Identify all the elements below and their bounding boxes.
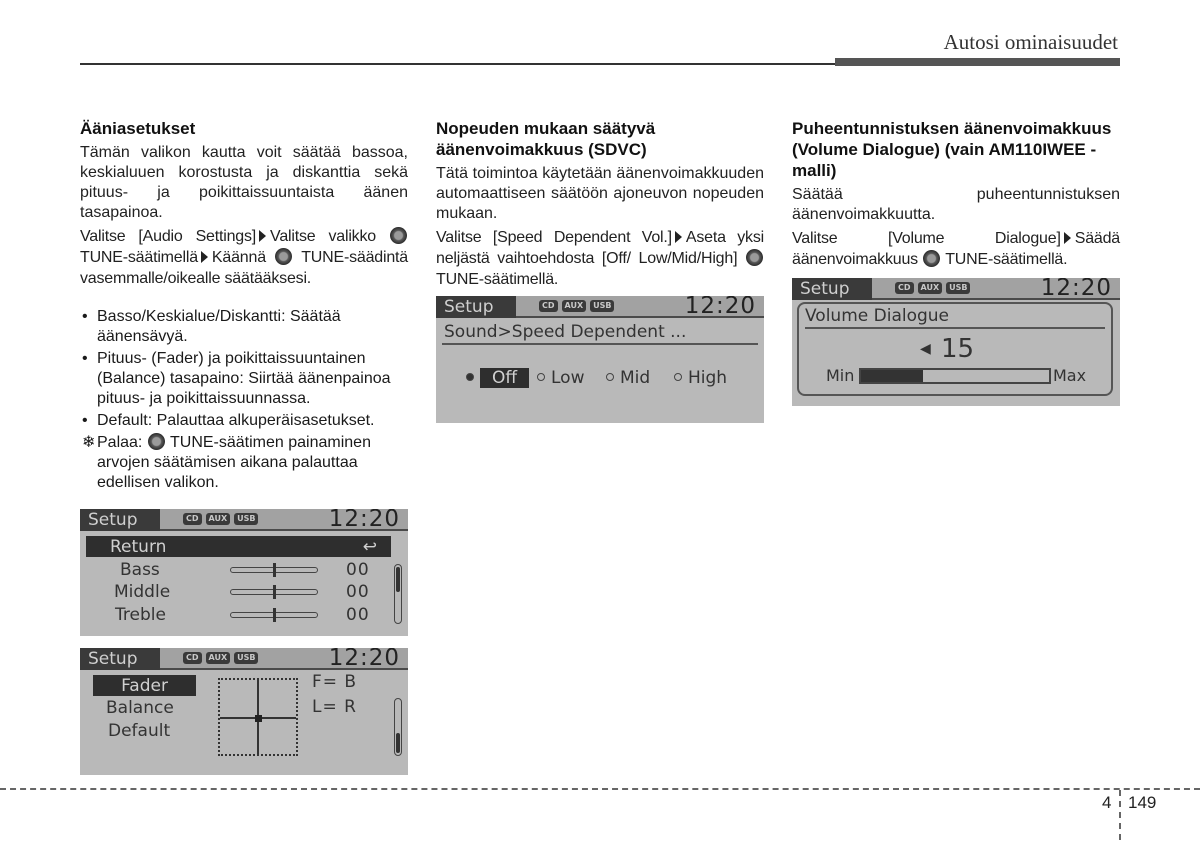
cd-badge: CD	[183, 513, 202, 525]
arrow-right-icon	[675, 231, 682, 243]
lcd-clock: 12:20	[1040, 278, 1112, 301]
tune-knob-icon	[275, 248, 292, 265]
usb-badge: USB	[590, 300, 614, 312]
instr-text: Säädä äänenvoimakkuus	[792, 230, 1120, 268]
tune-knob-icon	[923, 250, 940, 267]
return-icon: ↩	[362, 537, 377, 557]
balance-readout: L= R	[312, 697, 357, 717]
menu-item-treble[interactable]: Treble	[115, 605, 166, 625]
lcd-topbar	[792, 278, 1120, 300]
lcd-sdvc	[436, 296, 764, 423]
bullet-mark: •	[82, 308, 88, 325]
lcd-setup-tab: Setup	[436, 296, 516, 318]
bullet-mark: •	[82, 412, 88, 429]
lcd-setup-tab: Setup	[792, 278, 872, 300]
lcd-topbar	[80, 509, 408, 531]
volume-max-label: Max	[1053, 366, 1087, 385]
instructions-sdvc	[436, 227, 764, 290]
scrollbar[interactable]	[394, 698, 402, 756]
settings-list	[80, 307, 408, 493]
volume-level-fill	[861, 370, 923, 382]
instr-text: Valitse [Speed Dependent Vol.]	[436, 229, 672, 246]
arrow-right-icon	[1064, 232, 1071, 244]
volume-dialog-title: Volume Dialogue	[805, 306, 950, 326]
menu-item-label: Return	[110, 537, 167, 557]
menu-item-default[interactable]: Default	[108, 721, 171, 741]
menu-item-bass[interactable]: Bass	[120, 560, 160, 580]
tune-knob-icon	[390, 227, 407, 244]
option-off[interactable]	[466, 367, 529, 389]
arrow-right-icon	[201, 251, 208, 263]
chapter-title: Autosi ominaisuudet	[943, 30, 1118, 54]
intro-sdvc: Tätä toimintoa käytetään äänenvoimakkuuden automaattiseen säätöön ajoneuvon nopeuden mukaan.	[436, 165, 764, 222]
lcd-clock: 12:20	[328, 648, 400, 671]
lcd-setup-tab: Setup	[80, 648, 160, 670]
list-item	[80, 307, 408, 347]
heading-sdvc: Nopeuden mukaan säätyvä äänenvoimakkuus (SDVC)	[436, 119, 656, 159]
bullet-mark: •	[82, 350, 88, 367]
volume-min-label: Min	[826, 366, 855, 385]
page-separator	[1119, 790, 1121, 840]
instr-text: Käännä	[211, 249, 266, 266]
instr-text: TUNE-säätimellä.	[945, 251, 1068, 268]
section-number: 4	[1102, 793, 1112, 812]
volume-level-bar[interactable]	[859, 368, 1051, 384]
intro-audio-settings: Tämän valikon kautta voit säätää bassoa, keskialuuen korostusta ja diskanttia sekä pituus- ja poikittaissuuntaista äänen tasapainoa.	[80, 144, 408, 221]
arrow-right-icon	[259, 230, 266, 242]
instr-text: Aseta yksi neljästä vaihtoehdosta [Off/ Low/Mid/High]	[436, 229, 764, 267]
tune-knob-icon	[746, 249, 763, 266]
breadcrumb: Sound>Speed Dependent ...	[442, 321, 758, 345]
column-audio-settings	[80, 118, 408, 495]
list-item	[80, 349, 408, 409]
source-badges	[183, 652, 258, 664]
note-text: TUNE-säätimen painaminen arvojen säätämisen aikana palauttaa edellisen valikon.	[97, 434, 371, 491]
menu-item-return[interactable]	[86, 536, 391, 557]
aux-badge: AUX	[206, 652, 231, 664]
usb-badge: USB	[234, 652, 258, 664]
volume-value: 15	[941, 334, 975, 364]
scrollbar-thumb[interactable]	[396, 567, 400, 592]
lcd-setup-tab: Setup	[80, 509, 160, 531]
instr-text: Valitse [Volume Dialogue]	[792, 230, 1061, 247]
volume-dialog-box	[797, 302, 1113, 396]
radio-icon	[674, 373, 682, 381]
list-item-text: Default: Palauttaa alkuperäisasetukset.	[97, 412, 375, 429]
lcd-fader-balance	[80, 648, 408, 775]
source-badges	[539, 300, 614, 312]
slider-knob[interactable]	[273, 608, 276, 622]
middle-value: 00	[346, 582, 370, 602]
list-item-text: Pituus- (Fader) ja poikittaissuuntainen (Balance) tasapaino: Siirtää äänenpainoa pituus- ja poikittaissuunnassa.	[97, 350, 391, 407]
radio-icon	[537, 373, 545, 381]
header-bar	[835, 58, 1120, 66]
scrollbar[interactable]	[394, 564, 402, 624]
usb-badge: USB	[946, 282, 970, 294]
cd-badge: CD	[183, 652, 202, 664]
cd-badge: CD	[539, 300, 558, 312]
heading-audio-settings: Ääniasetukset	[80, 119, 196, 138]
slider-knob[interactable]	[273, 563, 276, 577]
lcd-audio-settings	[80, 509, 408, 636]
list-item-text: Basso/Keskialue/Diskantti: Säätää äänensävyä.	[97, 308, 341, 345]
menu-item-middle[interactable]: Middle	[114, 582, 171, 602]
middle-slider[interactable]	[230, 589, 318, 595]
heading-volume-dialogue: Puheentunnistuksen äänenvoimakkuus (Volume Dialogue) (vain AM110IWEE -malli)	[792, 119, 1112, 180]
note-label: Palaa:	[97, 434, 143, 451]
menu-item-balance[interactable]: Balance	[106, 698, 174, 718]
page-number: 149	[1128, 793, 1157, 812]
instructions-volume-dialogue	[792, 228, 1120, 270]
lcd-clock: 12:20	[328, 509, 400, 532]
slider-knob[interactable]	[273, 585, 276, 599]
fader-readout: F= B	[312, 672, 358, 692]
divider	[805, 327, 1105, 329]
scrollbar-thumb[interactable]	[396, 733, 400, 753]
radio-selected-icon	[466, 373, 474, 381]
footer-rule	[0, 788, 1200, 790]
treble-value: 00	[346, 605, 370, 625]
option-low[interactable]	[537, 367, 584, 389]
column-sdvc	[436, 118, 764, 293]
instr-text: TUNE-säätimellä	[80, 249, 198, 266]
instructions-audio-settings	[80, 226, 408, 289]
lcd-topbar	[80, 648, 408, 670]
aux-badge: AUX	[918, 282, 943, 294]
option-mid[interactable]	[606, 367, 650, 389]
option-label: Low	[551, 368, 585, 388]
fader-position-marker[interactable]	[255, 715, 262, 722]
option-high[interactable]	[674, 367, 727, 389]
fader-balance-grid[interactable]	[218, 678, 298, 756]
lcd-volume-dialogue	[792, 278, 1120, 406]
lcd-clock: 12:20	[684, 296, 756, 319]
instr-text: Valitse [Audio Settings]	[80, 228, 257, 245]
tune-knob-icon	[148, 433, 165, 450]
treble-slider[interactable]	[230, 612, 318, 618]
aux-badge: AUX	[206, 513, 231, 525]
column-volume-dialogue	[792, 118, 1120, 273]
radio-icon	[606, 373, 614, 381]
instr-text: Valitse valikko	[270, 228, 376, 245]
instr-text: TUNE-säätimellä.	[436, 271, 559, 288]
list-item	[80, 411, 408, 431]
option-label: Off	[480, 368, 529, 388]
bass-slider[interactable]	[230, 567, 318, 573]
note-icon: ❄	[82, 434, 96, 451]
speaker-icon: ◀	[920, 341, 931, 357]
lcd-topbar	[436, 296, 764, 318]
aux-badge: AUX	[562, 300, 587, 312]
intro-volume-dialogue: Säätää puheentunnistuksen äänenvoimakkuutta.	[792, 186, 1120, 223]
bass-value: 00	[346, 560, 370, 580]
header-rule	[80, 63, 835, 65]
menu-item-fader[interactable]: Fader	[93, 675, 196, 696]
usb-badge: USB	[234, 513, 258, 525]
cd-badge: CD	[895, 282, 914, 294]
option-label: High	[688, 368, 728, 388]
source-badges	[183, 513, 258, 525]
note-item	[80, 433, 408, 493]
option-label: Mid	[620, 368, 651, 388]
instr-text: TUNE-säädintä vasemmalle/oikealle säätääksesi.	[80, 249, 408, 287]
source-badges	[895, 282, 970, 294]
